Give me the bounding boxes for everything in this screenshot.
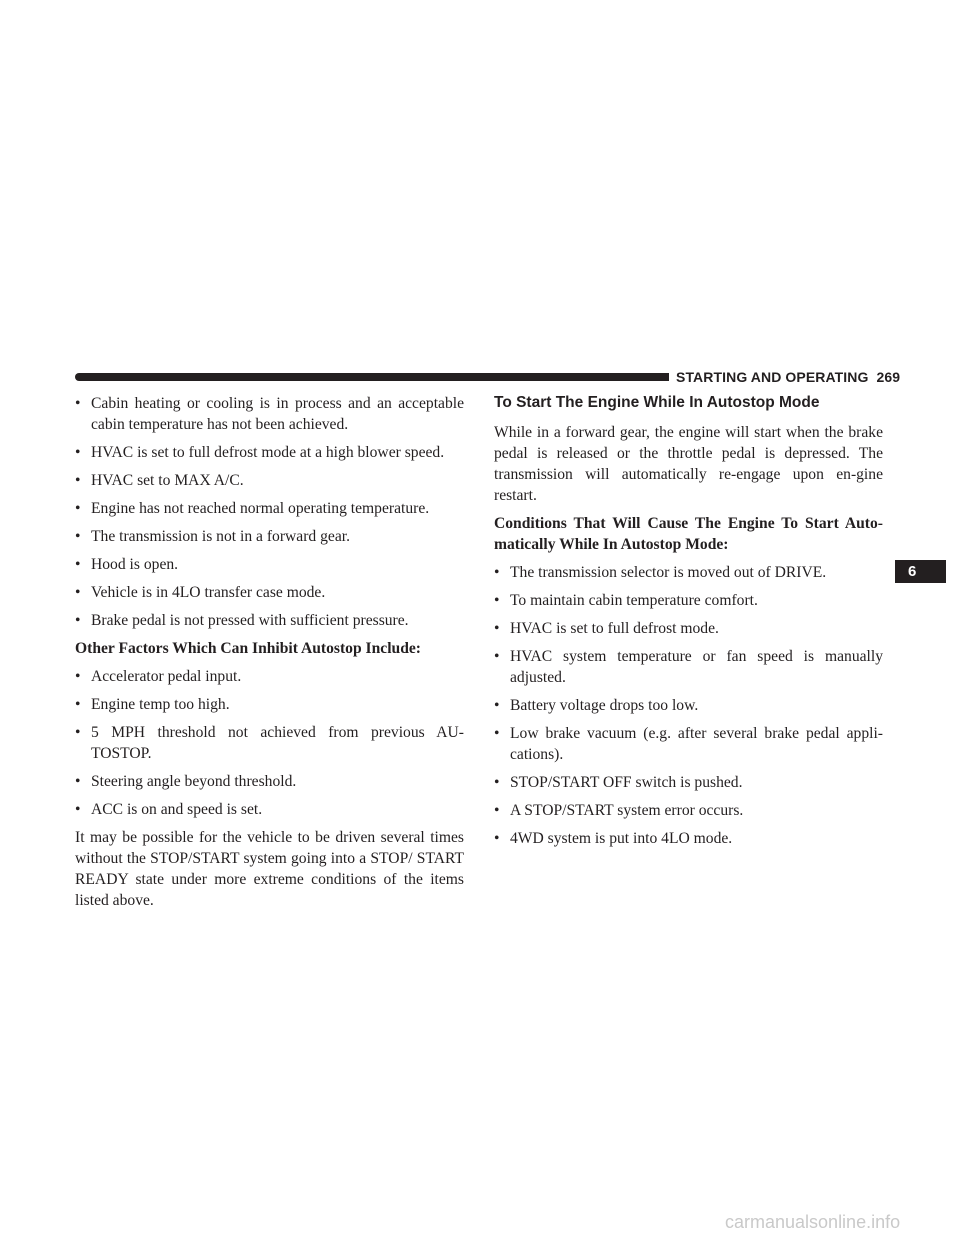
bullet-dot: •	[494, 564, 500, 581]
bullet-dot: •	[75, 500, 81, 517]
watermark: carmanualsonline.info	[725, 1212, 901, 1232]
list-item	[75, 666, 464, 687]
list-item-text: Hood is open.	[91, 556, 179, 573]
list-item-text: A STOP/START system error occurs.	[510, 802, 744, 819]
list-item-text: Brake pedal is not pressed with sufficient pressure.	[91, 612, 409, 629]
closing-paragraph: It may be possible for the vehicle to be driven several times without the STOP/START system going into a STOP/ START READY state under more extreme conditions of the items listed above.	[75, 829, 464, 909]
chapter-tab: 6	[895, 560, 946, 583]
bullet-dot: •	[75, 801, 81, 818]
list-item	[494, 590, 883, 611]
bullet-dot: •	[75, 528, 81, 545]
list-item-text: 5 MPH threshold not achieved from previous AU-TOSTOP.	[91, 724, 464, 762]
list-item-text: Accelerator pedal input.	[91, 668, 242, 685]
list-item	[494, 772, 883, 793]
list-item	[75, 526, 464, 547]
list-item	[75, 610, 464, 631]
list-item-text: ACC is on and speed is set.	[91, 801, 263, 818]
bullet-dot: •	[75, 584, 81, 601]
list-item-text: STOP/START OFF switch is pushed.	[510, 774, 743, 791]
running-head	[676, 366, 901, 388]
list-item	[75, 694, 464, 715]
subheading-inhibit-factors: Other Factors Which Can Inhibit Autostop Include:	[75, 640, 422, 657]
list-item-text: Battery voltage drops too low.	[510, 697, 699, 714]
list-item	[494, 618, 883, 639]
bullet-dot: •	[494, 620, 500, 637]
list-item-text: HVAC system temperature or fan speed is manually adjusted.	[510, 648, 883, 686]
bullet-dot: •	[75, 612, 81, 629]
bullet-dot: •	[75, 395, 81, 412]
left-column	[75, 393, 464, 911]
list-item	[494, 695, 883, 716]
list-item-text: Engine has not reached normal operating temperature.	[91, 500, 430, 517]
list-item	[494, 646, 883, 688]
list-item-text: HVAC set to MAX A/C.	[91, 472, 244, 489]
list-item	[494, 800, 883, 821]
list-item-text: Engine temp too high.	[91, 696, 230, 713]
list-item	[494, 828, 883, 849]
list-item-text: The transmission selector is moved out of DRIVE.	[510, 564, 827, 581]
section-heading: To Start The Engine While In Autostop Mode	[494, 394, 820, 411]
list-item	[75, 771, 464, 792]
list-item-text: 4WD system is put into 4LO mode.	[510, 830, 733, 847]
list-item	[75, 582, 464, 603]
list-item-text: HVAC is set to full defrost mode at a high blower speed.	[91, 444, 445, 461]
bullet-dot: •	[75, 773, 81, 790]
right-column	[494, 393, 883, 856]
list-item	[75, 498, 464, 519]
list-item-text: The transmission is not in a forward gear.	[91, 528, 350, 545]
list-item-text: Low brake vacuum (e.g. after several brake pedal appli-cations).	[510, 725, 883, 763]
bullet-dot: •	[494, 802, 500, 819]
bullet-dot: •	[494, 725, 500, 742]
list-item-text: Vehicle is in 4LO transfer case mode.	[91, 584, 326, 601]
subheading-restart-conditions: Conditions That Will Cause The Engine To Start Auto-matically While In Autostop Mode:	[494, 515, 883, 553]
page-number: 269	[876, 369, 901, 385]
list-item	[494, 723, 883, 765]
list-item	[75, 442, 464, 463]
bullet-dot: •	[75, 668, 81, 685]
bullet-dot: •	[75, 556, 81, 573]
list-item	[494, 562, 883, 583]
list-item	[75, 554, 464, 575]
bullet-dot: •	[494, 830, 500, 847]
list-item	[75, 799, 464, 820]
list-item	[75, 722, 464, 764]
bullet-dot: •	[494, 592, 500, 609]
bullet-dot: •	[75, 724, 81, 741]
bullet-dot: •	[75, 472, 81, 489]
list-item-text: Steering angle beyond threshold.	[91, 773, 297, 790]
section-title: STARTING AND OPERATING	[676, 369, 869, 385]
bullet-dot: •	[494, 774, 500, 791]
bullet-dot: •	[75, 696, 81, 713]
list-item-text: Cabin heating or cooling is in process and an acceptable cabin temperature has not been achieved.	[91, 395, 464, 433]
header-rule-bar	[75, 373, 669, 381]
list-item	[75, 393, 464, 435]
intro-paragraph: While in a forward gear, the engine will start when the brake pedal is released or the throttle pedal is depressed. The transmission will automatically re-engage upon en-gine restart.	[494, 424, 883, 504]
bullet-dot: •	[494, 697, 500, 714]
list-item-text: HVAC is set to full defrost mode.	[510, 620, 719, 637]
list-item-text: To maintain cabin temperature comfort.	[510, 592, 758, 609]
bullet-dot: •	[75, 444, 81, 461]
list-item	[75, 470, 464, 491]
bullet-dot: •	[494, 648, 500, 665]
